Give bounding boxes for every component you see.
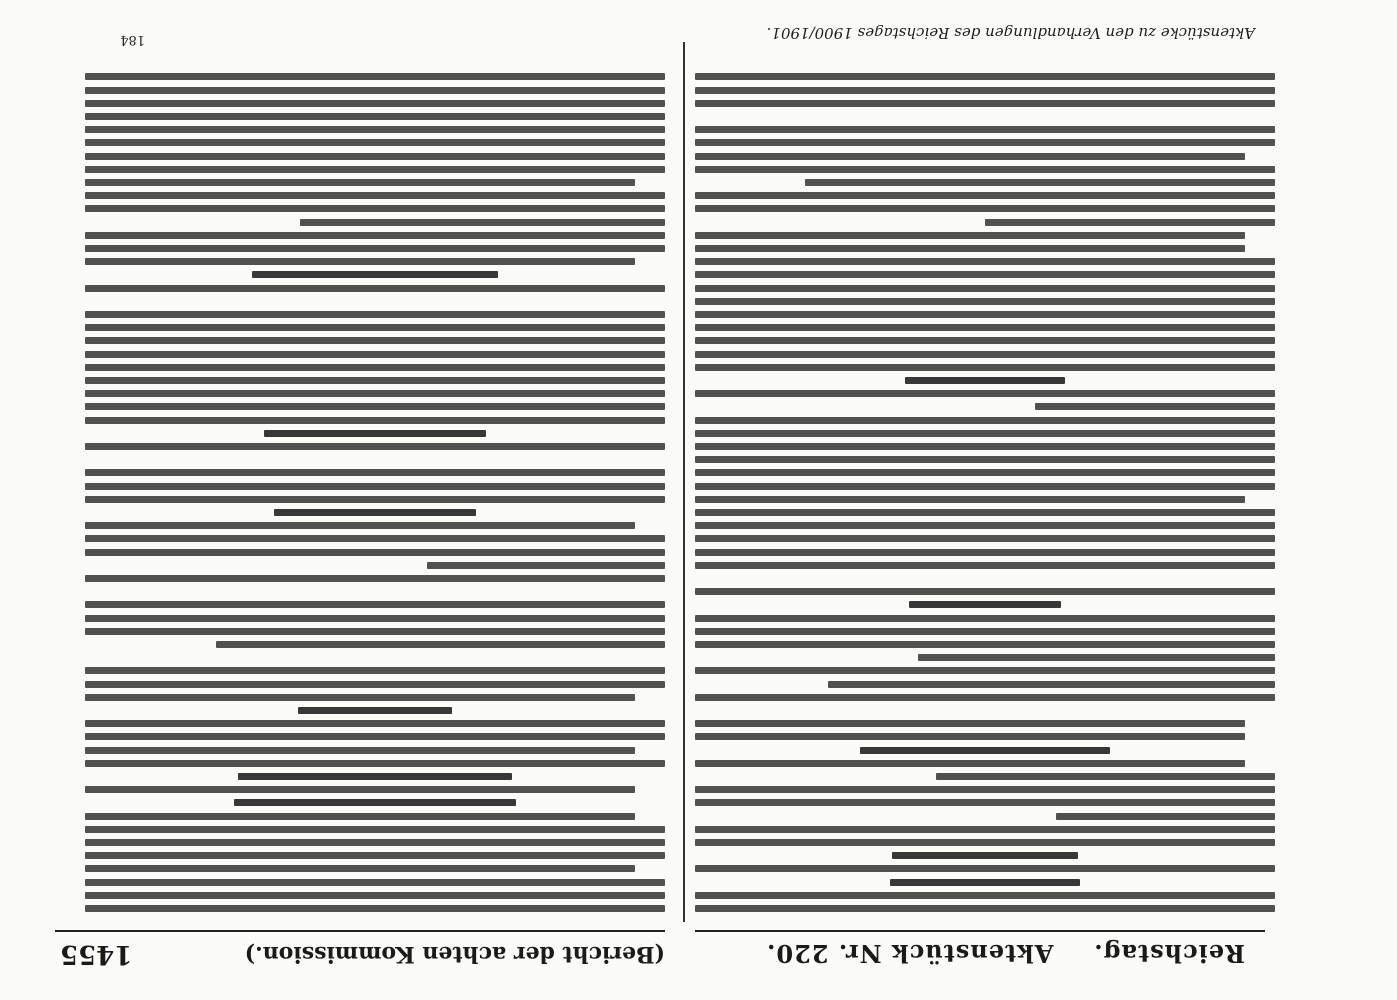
text-line [85,377,665,384]
text-line [695,443,1275,450]
text-line [695,628,1275,635]
text-line [695,694,1275,701]
text-line [805,179,1275,186]
text-line [695,456,1275,463]
text-line [234,799,516,806]
text-line [860,747,1110,754]
text-line [695,205,1275,212]
text-line [264,430,486,437]
text-line [85,733,665,740]
text-line [892,852,1078,859]
text-line [695,588,1275,595]
text-line [695,245,1245,252]
text-line [85,73,665,80]
header-rule-right [55,930,665,932]
text-line [695,271,1275,278]
text-line [85,694,635,701]
text-line [85,179,635,186]
document-page [20,12,1365,982]
text-line [695,641,1275,648]
text-line [985,219,1275,226]
text-line [85,720,665,727]
text-line [695,905,1275,912]
text-line [695,430,1275,437]
text-line [85,469,665,476]
header-rule-left [695,930,1265,932]
text-line [695,390,1275,397]
text-line [252,271,499,278]
text-line [85,615,665,622]
text-line [695,549,1275,556]
text-line [85,879,665,886]
signature-mark: 184 [120,32,145,47]
text-line [695,733,1245,740]
text-line [85,245,665,252]
text-column-right [85,52,665,912]
text-line [905,377,1065,384]
text-line [695,892,1275,899]
text-line [85,364,665,371]
text-line [695,826,1275,833]
text-line [695,469,1275,476]
text-line [85,285,665,292]
text-line [695,496,1245,503]
text-line [85,139,665,146]
text-line [936,773,1275,780]
text-line [85,892,665,899]
text-line [85,760,665,767]
text-line [85,351,665,358]
text-line [85,232,665,239]
text-line [695,351,1275,358]
text-line [85,483,665,490]
text-line [427,562,665,569]
text-line [695,865,1275,872]
text-line [85,192,665,199]
page-footer: Aktenstücke zu den Verhandlungen des Reichstages 1900/1901. [766,24,1255,42]
text-line [85,813,635,820]
text-line [85,496,665,503]
text-line [695,153,1245,160]
text-line [85,311,665,318]
text-line [695,100,1275,107]
text-line [695,324,1275,331]
text-line [85,865,635,872]
text-line [216,641,665,648]
text-line [695,522,1275,529]
text-line [85,747,635,754]
column-divider [683,42,685,922]
text-line [695,417,1275,424]
text-line [85,153,665,160]
text-line [85,126,665,133]
text-line [1035,403,1275,410]
text-line [85,417,665,424]
text-line [85,905,665,912]
text-line [695,139,1275,146]
text-line [695,126,1275,133]
text-line [695,839,1275,846]
text-line [909,601,1060,608]
text-line [85,166,665,173]
text-line [298,707,452,714]
text-line [85,628,665,635]
text-line [695,73,1275,80]
text-line [695,799,1275,806]
text-line [695,337,1275,344]
text-line [695,667,1275,674]
text-line [695,311,1275,318]
page-number: 1455 [60,939,133,969]
header-doc-number: Aktenstück Nr. 220. [766,939,1054,969]
text-line [274,509,475,516]
text-line [85,601,665,608]
text-line [85,667,665,674]
page-header-left [726,938,1245,970]
text-line [828,681,1275,688]
text-line [85,535,665,542]
text-line [695,509,1275,516]
text-line [890,879,1081,886]
text-line [85,113,665,120]
text-line [85,826,665,833]
text-line [85,443,665,450]
text-line [695,720,1245,727]
text-line [85,786,635,793]
text-line [85,575,665,582]
text-line [695,483,1275,490]
text-line [695,535,1275,542]
text-line [695,87,1275,94]
text-line [85,324,665,331]
text-column-left [695,52,1275,912]
text-line [85,87,665,94]
text-line [695,166,1275,173]
text-line [238,773,513,780]
text-line [85,839,665,846]
text-line [1056,813,1275,820]
text-line [85,852,665,859]
text-line [85,100,665,107]
text-line [85,522,635,529]
text-line [695,562,1275,569]
text-line [695,258,1275,265]
text-line [85,549,665,556]
text-line [695,786,1275,793]
text-line [85,403,665,410]
text-line [85,390,665,397]
text-line [695,298,1275,305]
text-line [695,192,1275,199]
text-line [695,615,1275,622]
text-line [85,258,635,265]
text-line [695,232,1245,239]
text-line [695,285,1275,292]
page-header-right: (Bericht der achten Kommission.) [244,941,665,967]
text-line [918,654,1275,661]
text-line [695,760,1245,767]
text-line [85,337,665,344]
text-line [85,205,665,212]
header-title: Reichstag. [1093,939,1245,969]
text-line [85,681,665,688]
text-line [695,364,1275,371]
text-line [300,219,665,226]
